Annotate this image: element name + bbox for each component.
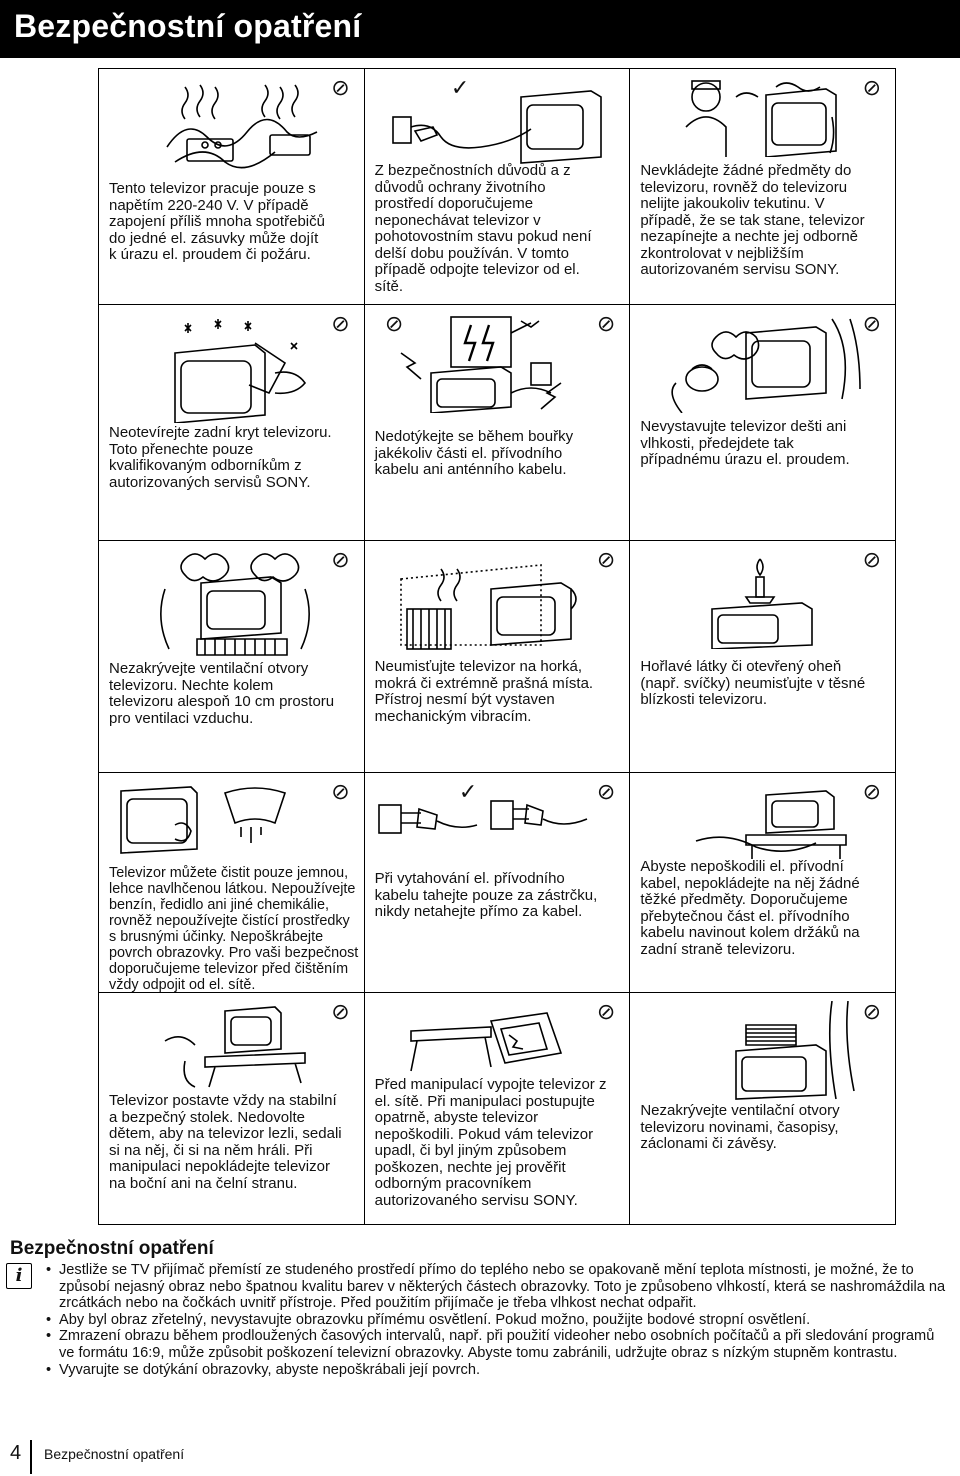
safety-cell-back-cover <box>99 305 365 540</box>
cleaning-screen-illustration <box>105 781 355 861</box>
notes-list <box>46 1262 946 1378</box>
prohibited-icon: ⊘ <box>596 779 616 804</box>
page-title: Bezpečnostní opatření <box>14 8 362 44</box>
safety-cell-heat <box>365 541 631 772</box>
prohibited-icon: ⊘ <box>384 311 404 336</box>
cell-text: Televizor postavte vždy na stabilní a bezpečný stolek. Nedovolte dětem, aby na televizor lezli, sedali si na něj, či si na něm hráli. Při manipulaci nepokládejte televizor na boční ani na čelní stranu. <box>109 1092 342 1192</box>
page-footer <box>0 1440 400 1470</box>
tv-falling-illustration <box>371 1001 621 1081</box>
cable-under-stand-illustration <box>636 781 886 861</box>
list-item: • Aby byl obraz zřetelný, nevystavujte obrazovku přímému osvětlení. Pokud možno, použijte bodové stropní osvětlení. <box>46 1312 946 1329</box>
grid-row <box>99 773 896 993</box>
cell-text: Televizor můžete čistit pouze jemnou, lehce navlhčenou látkou. Nepoužívejte benzín, ředidlo ani jiné chemikálie, rovněž nepoužívejte čistící prostředky s brusnými účinky. Nepoškrábejte povrch obrazovky. Pro vaši bezpečnost doporučujeme televizor před čištěním vždy odpojit od el. sítě. <box>109 865 359 993</box>
safety-cell-rain <box>630 305 896 540</box>
title-bar <box>0 0 960 58</box>
unplug-tv-illustration <box>371 77 621 169</box>
grid-row <box>99 69 896 305</box>
prohibited-icon: ⊘ <box>331 547 350 572</box>
prohibited-icon: ⊘ <box>596 547 616 572</box>
candle-on-tv-illustration <box>636 549 886 649</box>
covered-vents-illustration <box>636 1001 886 1101</box>
pull-plug-illustration <box>371 781 621 861</box>
safety-cell-handling <box>365 993 631 1224</box>
cell-text: Tento televizor pracuje pouze s napětím 220-240 V. V případě zapojení příliš mnoha spotřebičů do jedné el. zásuvky může dojít k úrazu el. proudem či požáru. <box>109 180 325 263</box>
safety-cell-standby <box>365 69 631 304</box>
cell-text: Neumisťujte televizor na horká, mokrá či extrémně prašná místa. Přístroj nesmí být vystaven mechanickým vibracím. <box>374 658 594 725</box>
safety-grid <box>98 68 896 1225</box>
tv-on-stand-illustration <box>105 1001 355 1091</box>
footer-text: Bezpečnostní opatření <box>44 1446 185 1462</box>
cell-text: Nezakrývejte ventilační otvory televizoru. Nechte kolem televizoru alespoň 10 cm prostoru pro ventilaci vzduchu. <box>109 660 335 727</box>
safety-cell-ventilation <box>99 541 365 772</box>
prohibited-icon: ⊘ <box>331 311 350 336</box>
safety-cell-unplug <box>365 773 631 992</box>
list-item: • Jestliže se TV přijímač přemístí ze studeného prostředí přímo do teplého nebo se opakovaně mění teplota místnosti, je možné, že to způsobí nejasný obraz nebo špatnou kvalitu barev v některých částech obrazovky. Toto je způsobeno vlhkostí, která se nashromáždila na zrcátkách nebo na čočkách uvnitř přístroje. Před použitím přijímače je třeba vlhkost nechat odpařit. <box>46 1262 946 1312</box>
info-icon: i <box>6 1263 32 1289</box>
blocked-vents-illustration <box>105 549 355 659</box>
safety-cell-cable <box>630 773 896 992</box>
prohibited-icon: ⊘ <box>596 311 616 336</box>
prohibited-icon: ⊘ <box>331 779 350 804</box>
check-icon: ✓ <box>450 75 470 100</box>
safety-cell-storm <box>365 305 631 540</box>
prohibited-icon: ⊘ <box>331 999 350 1024</box>
divider <box>30 1440 32 1474</box>
cell-text: Abyste nepoškodili el. přívodní kabel, nepokládejte na něj žádné těžké předměty. Doporučujeme přebytečnou část el. přívodního kabelu navinout kolem držáků na zadní straně televizoru. <box>640 858 860 958</box>
prohibited-icon: ⊘ <box>596 999 616 1024</box>
prohibited-icon: ⊘ <box>862 547 882 572</box>
cell-text: Při vytahování el. přívodního kabelu tahejte pouze za zástrčku, nikdy netahejte přímo za kabel. <box>374 870 598 920</box>
grid-row <box>99 541 896 773</box>
cell-text: Hořlavé látky či otevřený oheň (např. svíčky) neumisťujte v těsné blízkosti televizoru. <box>640 658 866 708</box>
page-number: 4 <box>10 1442 22 1464</box>
cell-text: Nevkládejte žádné předměty do televizoru, rovněž do televizoru nelijte jakoukoliv tekutinu. V případě, že se tak stane, televizor nezapínejte a nechte jej odborně zkontrolovat v nejbližším autorizovaném servisu SONY. <box>640 162 865 278</box>
safety-cell-fire <box>630 541 896 772</box>
open-back-cover-illustration <box>105 313 355 423</box>
list-item: • Vyvarujte se dotýkání obrazovky, abyste nepoškrábali její povrch. <box>46 1362 946 1379</box>
grid-row <box>99 993 896 1225</box>
overloaded-socket-illustration <box>105 77 355 177</box>
prohibited-icon: ⊘ <box>331 75 350 100</box>
safety-cell-cover <box>630 993 896 1224</box>
prohibited-icon: ⊘ <box>862 311 882 336</box>
safety-cell-stand <box>99 993 365 1224</box>
check-icon: ✓ <box>458 779 478 804</box>
cell-text: Neotevírejte zadní kryt televizoru. Toto přenechte pouze kvalifikovaným odborníkům z autorizovaných servisů SONY. <box>109 424 332 491</box>
list-item: • Zmrazení obrazu během prodloužených časových intervalů, např. při použití videoher nebo osobních počítačů a při sledování programů ve formátu 16:9, může způsobit poškození televizní obrazovky. Abyste tomu zabránili, udržujte obraz s nízkým stupněm kontrastu. <box>46 1328 946 1361</box>
grid-row <box>99 305 896 541</box>
cell-text: Před manipulací vypojte televizor z el. sítě. Při manipulaci postupujte opatrně, abyste televizor nepoškodili. Pokud vám televizor upadl, či byl jiným způsobem poškozen, nechte jej prověřit odborným pracovníkem autorizovaného servisu SONY. <box>374 1076 607 1209</box>
tv-near-heater-illustration <box>371 549 621 659</box>
prohibited-icon: ⊘ <box>862 75 882 100</box>
prohibited-icon: ⊘ <box>862 779 882 804</box>
prohibited-icon: ⊘ <box>862 999 882 1024</box>
cell-text: Nevystavujte televizor dešti ani vlhkosti, předejdete tak případnému úrazu el. proudem. <box>640 418 850 468</box>
lightning-storm-illustration <box>371 313 621 413</box>
section-title: Bezpečnostní opatření <box>10 1238 214 1259</box>
safety-cell-voltage <box>99 69 365 304</box>
safety-cell-cleaning <box>99 773 365 992</box>
tv-near-water-illustration <box>636 313 886 413</box>
cell-text: Nezakrývejte ventilační otvory televizoru novinami, časopisy, záclonami či závěsy. <box>640 1102 840 1152</box>
cell-text: Nedotýkejte se během bouřky jakékoliv části el. přívodního kabelu ani anténního kabelu. <box>374 428 574 478</box>
cell-text: Z bezpečnostních důvodů a z důvodů ochrany životního prostředí doporučujeme neponechávat televizor v pohotovostním stavu pokud není delší dobu používán. V tomto případě odpojte televizor od el. sítě. <box>374 162 592 295</box>
liquid-on-tv-illustration <box>636 77 886 157</box>
safety-cell-objects <box>630 69 896 304</box>
